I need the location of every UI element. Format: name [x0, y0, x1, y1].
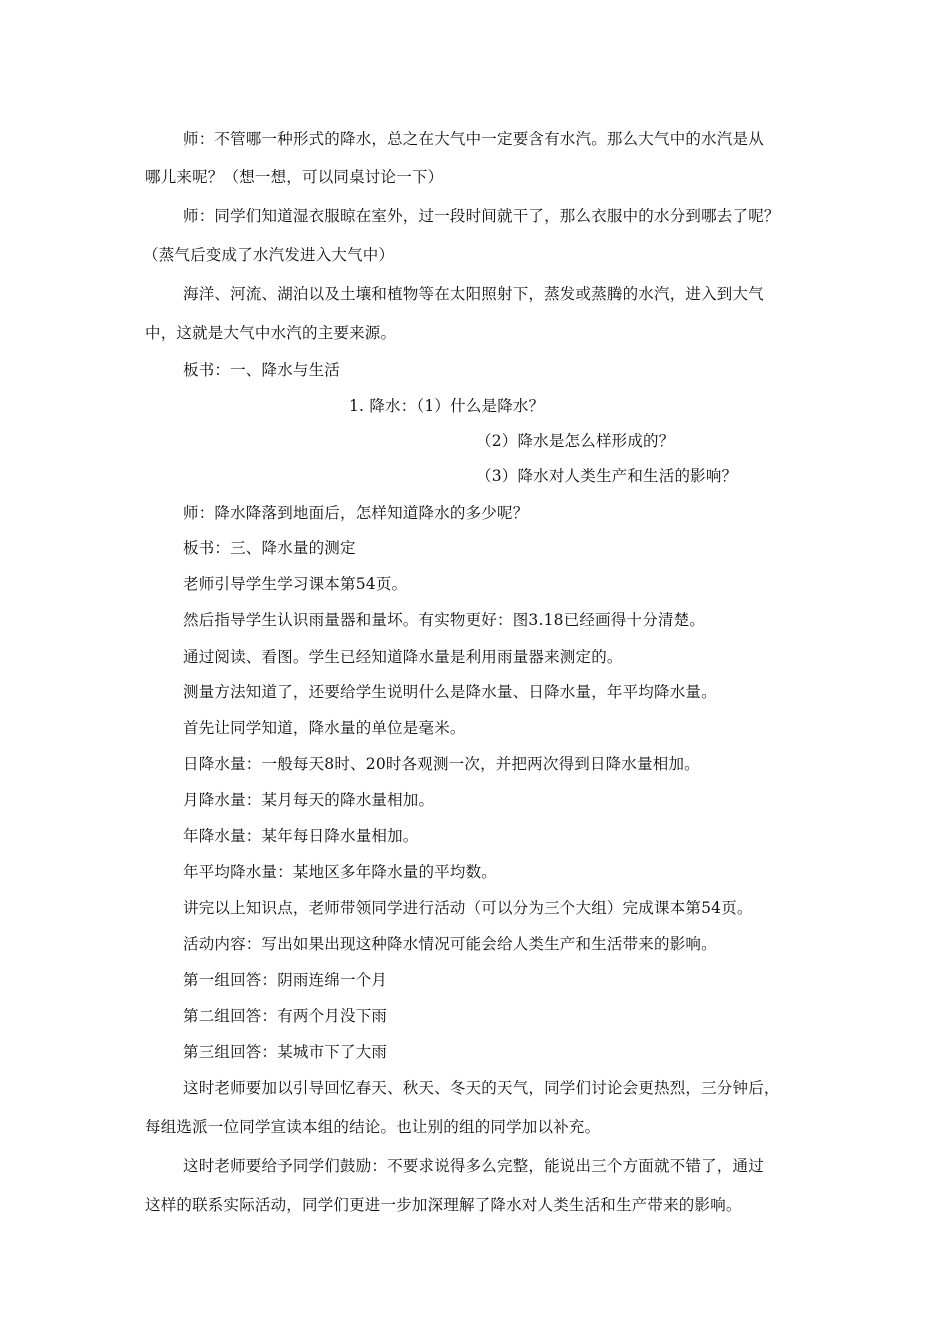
- paragraph-line: 这时老师要给予同学们鼓励：不要求说得多么完整，能说出三个方面就不错了，通过: [183, 1157, 764, 1175]
- paragraph-line: 通过阅读、看图。学生已经知道降水量是利用雨量器来测定的。: [183, 648, 623, 666]
- paragraph-line: 年平均降水量：某地区多年降水量的平均数。: [183, 863, 498, 881]
- paragraph-line: 师：同学们知道湿衣服晾在室外，过一段时间就干了，那么衣服中的水分到哪去了呢？: [183, 207, 780, 225]
- board-item: （2）降水是怎么样形成的？: [476, 432, 675, 450]
- paragraph-line: 测量方法知道了，还要给学生说明什么是降水量、日降水量，年平均降水量。: [183, 683, 717, 701]
- paragraph-line: 月降水量：某月每天的降水量相加。: [183, 791, 435, 809]
- board-item: （3）降水对人类生产和生活的影响？: [476, 467, 738, 485]
- paragraph-line: 这样的联系实际活动，同学们更进一步加深理解了降水对人类生活和生产带来的影响。: [145, 1196, 742, 1214]
- paragraph-line: 哪儿来呢？（想一想，可以同桌讨论一下）: [145, 168, 444, 186]
- board-heading: 板书：三、降水量的测定: [183, 539, 356, 557]
- paragraph-line: 师：降水降落到地面后，怎样知道降水的多少呢？: [183, 504, 529, 522]
- paragraph-line: 这时老师要加以引导回忆春天、秋天、冬天的天气，同学们讨论会更热烈，三分钟后，: [183, 1079, 780, 1097]
- paragraph-line: 第三组回答：某城市下了大雨: [183, 1043, 388, 1061]
- paragraph-line: 师：不管哪一种形式的降水，总之在大气中一定要含有水汽。那么大气中的水汽是从: [183, 130, 764, 148]
- paragraph-line: 然后指导学生认识雨量器和量坏。有实物更好：图3.18已经画得十分清楚。: [183, 611, 706, 629]
- paragraph-line: 老师引导学生学习课本第54页。: [183, 575, 408, 593]
- paragraph-line: （蒸气后变成了水汽发进入大气中）: [143, 246, 395, 264]
- board-heading: 板书：一、降水与生活: [183, 361, 341, 379]
- paragraph-line: 讲完以上知识点，老师带领同学进行活动（可以分为三个大组）完成课本第54页。: [183, 899, 753, 917]
- paragraph-line: 活动内容：写出如果出现这种降水情况可能会给人类生产和生活带来的影响。: [183, 935, 717, 953]
- paragraph-line: 每组选派一位同学宣读本组的结论。也让别的组的同学加以补充。: [145, 1118, 601, 1136]
- paragraph-line: 中，这就是大气中水汽的主要来源。: [145, 324, 397, 342]
- paragraph-line: 年降水量：某年每日降水量相加。: [183, 827, 419, 845]
- paragraph-line: 海洋、河流、湖泊以及土壤和植物等在太阳照射下，蒸发或蒸腾的水汽，进入到大气: [183, 285, 764, 303]
- paragraph-line: 日降水量：一般每天8时、20时各观测一次，并把两次得到日降水量相加。: [183, 755, 700, 773]
- paragraph-line: 首先让同学知道，降水量的单位是毫米。: [183, 719, 466, 737]
- paragraph-line: 第一组回答：阴雨连绵一个月: [183, 971, 388, 989]
- board-item: 1. 降水：（1）什么是降水？: [349, 397, 545, 415]
- paragraph-line: 第二组回答：有两个月没下雨: [183, 1007, 388, 1025]
